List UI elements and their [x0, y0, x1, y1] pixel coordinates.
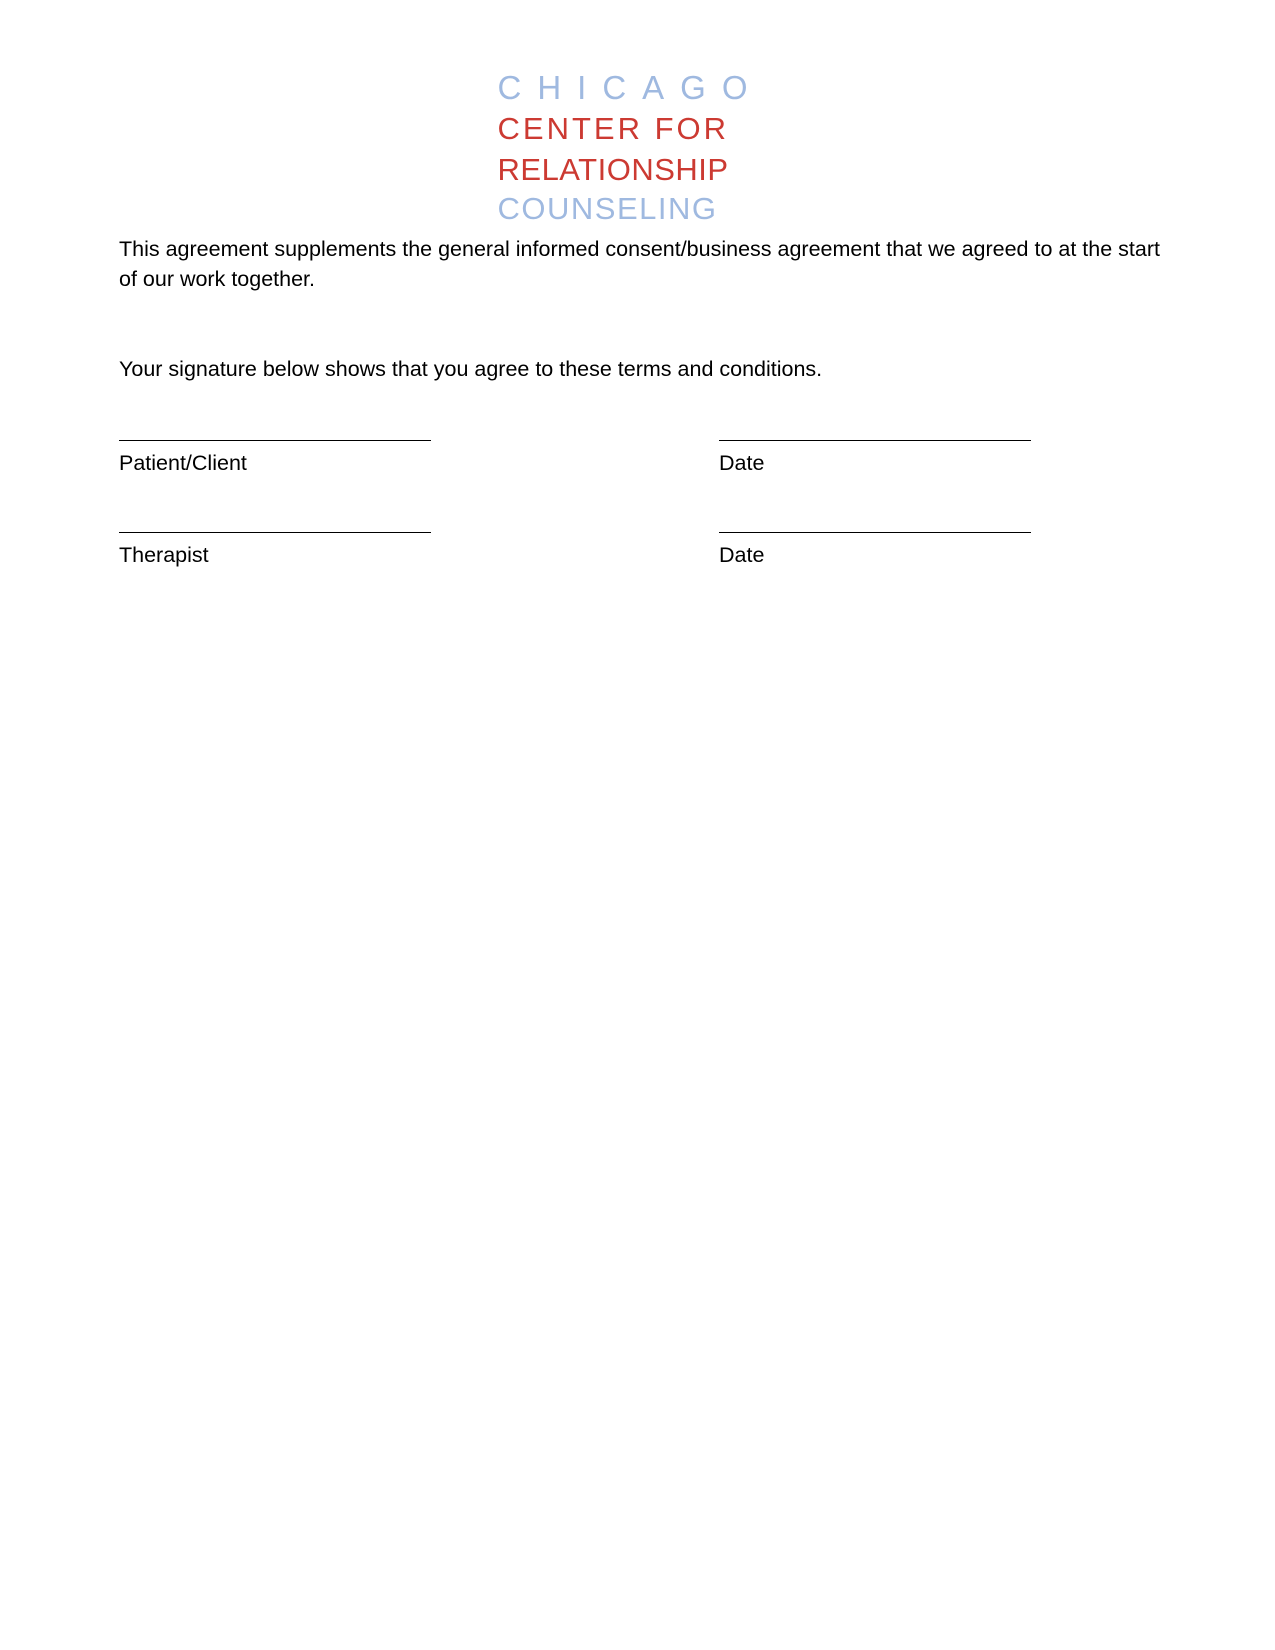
therapist-date-line[interactable]: [719, 532, 1031, 533]
logo-line-relationship: RELATIONSHIP: [497, 152, 729, 187]
patient-date-line[interactable]: [719, 440, 1031, 441]
patient-signature-block: [119, 440, 431, 477]
logo-line-center-for: CENTER FOR: [497, 111, 729, 146]
therapist-date-block: [719, 532, 1031, 569]
patient-date-block: [719, 440, 1031, 477]
therapist-signature-block: [119, 532, 431, 569]
patient-signature-label: Patient/Client: [119, 451, 247, 475]
patient-signature-line[interactable]: [119, 440, 431, 441]
patient-date-label: Date: [719, 451, 765, 475]
signature-consent-paragraph: Your signature below shows that you agree to these terms and conditions.: [119, 357, 823, 381]
therapist-date-label: Date: [719, 543, 765, 567]
therapist-signature-label: Therapist: [119, 543, 209, 567]
therapist-signature-line[interactable]: [119, 532, 431, 533]
logo-line-chicago: CHICAGO: [497, 69, 764, 106]
organization-logo: [0, 68, 1275, 228]
logo-line-counseling: COUNSELING: [497, 191, 718, 226]
agreement-intro-paragraph: This agreement supplements the general informed consent/business agreement that we agreed to at the start of our work together.: [119, 237, 1160, 291]
